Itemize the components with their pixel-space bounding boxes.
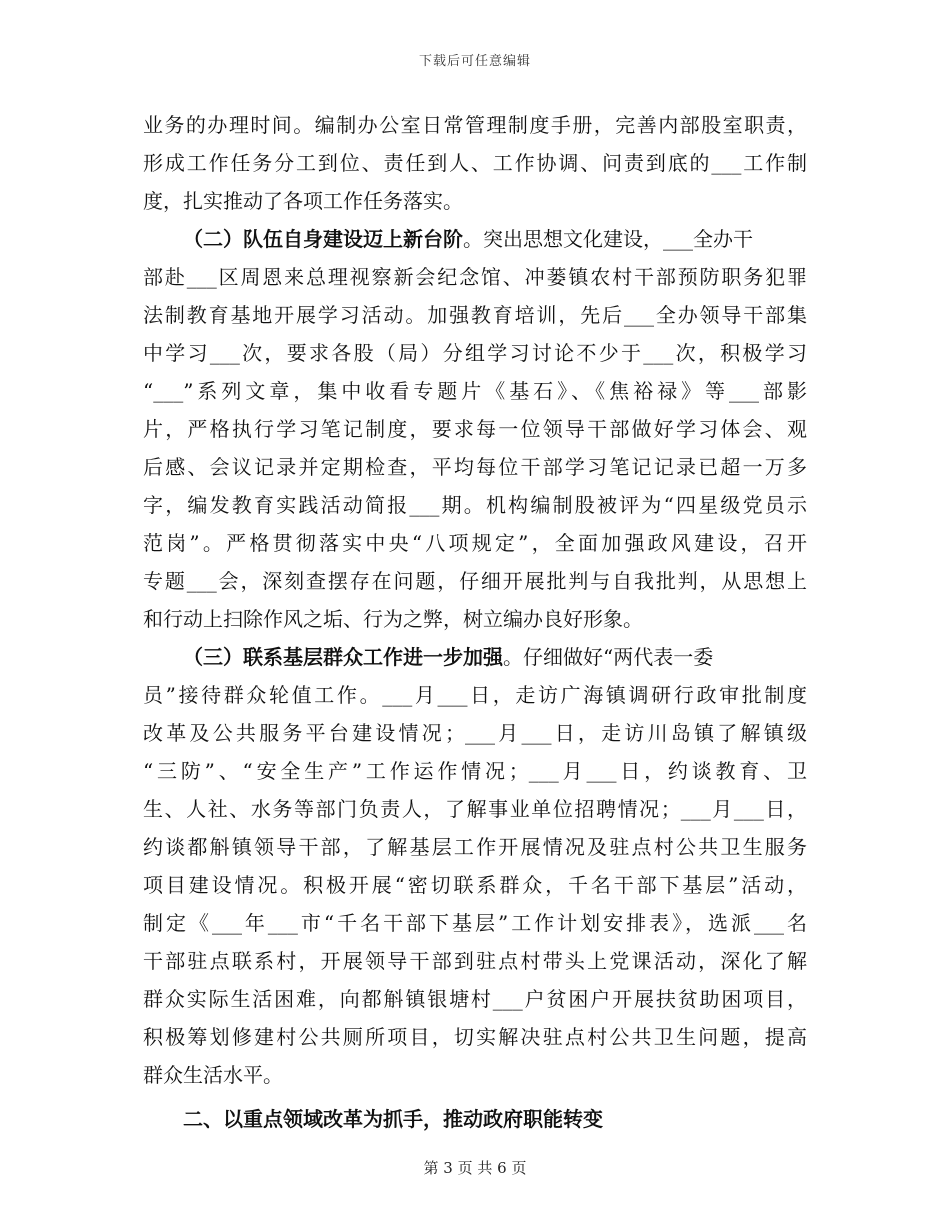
paragraph-line bbox=[143, 334, 807, 372]
line-text: 业务的办理时间。编制办公室日常管理制度手册，完善内部股室职责， bbox=[143, 113, 807, 137]
paragraph-line bbox=[143, 524, 807, 562]
paragraph-line bbox=[143, 296, 807, 334]
paragraph-line bbox=[143, 600, 807, 638]
paragraph-lead: （二）队伍自身建设迈上新台阶 bbox=[183, 227, 463, 251]
paragraph-line bbox=[143, 448, 807, 486]
paragraph-line bbox=[143, 1018, 807, 1056]
section-heading: 二、以重点领域改革为抓手，推动政府职能转变 bbox=[183, 1107, 603, 1131]
paragraph-line bbox=[143, 562, 807, 600]
line-text: 群众实际生活困难，向都斛镇银塘村___户贫困户开展扶贫助困项目， bbox=[143, 987, 807, 1011]
page-header: 下载后可任意编辑 bbox=[418, 54, 531, 69]
line-text: 干部驻点联系村，开展领导干部到驻点村带头上党课活动，深化了解 bbox=[143, 949, 807, 973]
line-text: 。突出思想文化建设，___全办干 bbox=[463, 227, 753, 251]
line-text: 生、人社、水务等部门负责人，了解事业单位招聘情况；___月___日， bbox=[143, 797, 807, 821]
line-text: 积极筹划修建村公共厕所项目，切实解决驻点村公共卫生问题，提高 bbox=[143, 1025, 807, 1049]
paragraph-line bbox=[143, 220, 807, 258]
line-text: 度，扎实推动了各项工作任务落实。 bbox=[143, 189, 463, 213]
line-text: 部赴___区周恩来总理视察新会纪念馆、冲蒌镇农村干部预防职务犯罪 bbox=[143, 265, 807, 289]
paragraph-line bbox=[143, 866, 807, 904]
paragraph-line bbox=[143, 714, 807, 752]
paragraph-line bbox=[143, 372, 807, 410]
paragraph-line bbox=[143, 486, 807, 524]
paragraph-line bbox=[143, 752, 807, 790]
line-text: 后感、会议记录并定期检查，平均每位干部学习笔记记录已超一万多 bbox=[143, 455, 807, 479]
line-text: “三防”、“安全生产”工作运作情况；___月___日，约谈教育、卫 bbox=[143, 759, 807, 783]
paragraph-line bbox=[143, 638, 807, 676]
paragraph-line bbox=[143, 410, 807, 448]
line-text: 员”接待群众轮值工作。___月___日，走访广海镇调研行政审批制度 bbox=[143, 683, 807, 707]
paragraph-line bbox=[143, 182, 807, 220]
page-footer: 第 3 页 共 6 页 bbox=[423, 1159, 527, 1177]
line-text: 专题___会，深刻查摆存在问题，仔细开展批判与自我批判，从思想上 bbox=[143, 569, 807, 593]
paragraph-line bbox=[143, 942, 807, 980]
line-text: “___”系列文章，集中收看专题片《基石》、《焦裕禄》等___部影 bbox=[143, 379, 807, 403]
line-text: 制定《___年___市“千名干部下基层”工作计划安排表》，选派___名 bbox=[143, 911, 807, 935]
paragraph-line bbox=[143, 144, 807, 182]
paragraph-line bbox=[143, 106, 807, 144]
line-text: 群众生活水平。 bbox=[143, 1063, 283, 1087]
line-text: 范岗”。严格贯彻落实中央“八项规定”，全面加强政风建设，召开 bbox=[143, 531, 807, 555]
line-text: 和行动上扫除作风之垢、行为之弊，树立编办良好形象。 bbox=[143, 607, 643, 631]
paragraph-line bbox=[143, 980, 807, 1018]
line-text: 法制教育基地开展学习活动。加强教育培训，先后___全办领导干部集 bbox=[143, 303, 807, 327]
paragraph-line bbox=[143, 790, 807, 828]
line-text: 项目建设情况。积极开展“密切联系群众，千名干部下基层”活动， bbox=[143, 873, 807, 897]
line-text: 字，编发教育实践活动简报___期。机构编制股被评为“四星级党员示 bbox=[143, 493, 807, 517]
line-text: 形成工作任务分工到位、责任到人、工作协调、问责到底的___工作制 bbox=[143, 151, 807, 175]
line-text: 。仔细做好“两代表一委 bbox=[503, 645, 714, 669]
line-text: 约谈都斛镇领导干部，了解基层工作开展情况及驻点村公共卫生服务 bbox=[143, 835, 807, 859]
line-text: 改革及公共服务平台建设情况；___月___日，走访川岛镇了解镇级 bbox=[143, 721, 807, 745]
paragraph-line bbox=[143, 676, 807, 714]
paragraph-lead: （三）联系基层群众工作进一步加强 bbox=[183, 645, 503, 669]
document-body bbox=[143, 106, 807, 1138]
paragraph-line bbox=[143, 1056, 807, 1094]
paragraph-line bbox=[143, 904, 807, 942]
line-text: 片，严格执行学习笔记制度，要求每一位领导干部做好学习体会、观 bbox=[143, 417, 807, 441]
paragraph-line bbox=[143, 258, 807, 296]
paragraph-line bbox=[143, 828, 807, 866]
line-text: 中学习___次，要求各股（局）分组学习讨论不少于___次，积极学习 bbox=[143, 341, 807, 365]
